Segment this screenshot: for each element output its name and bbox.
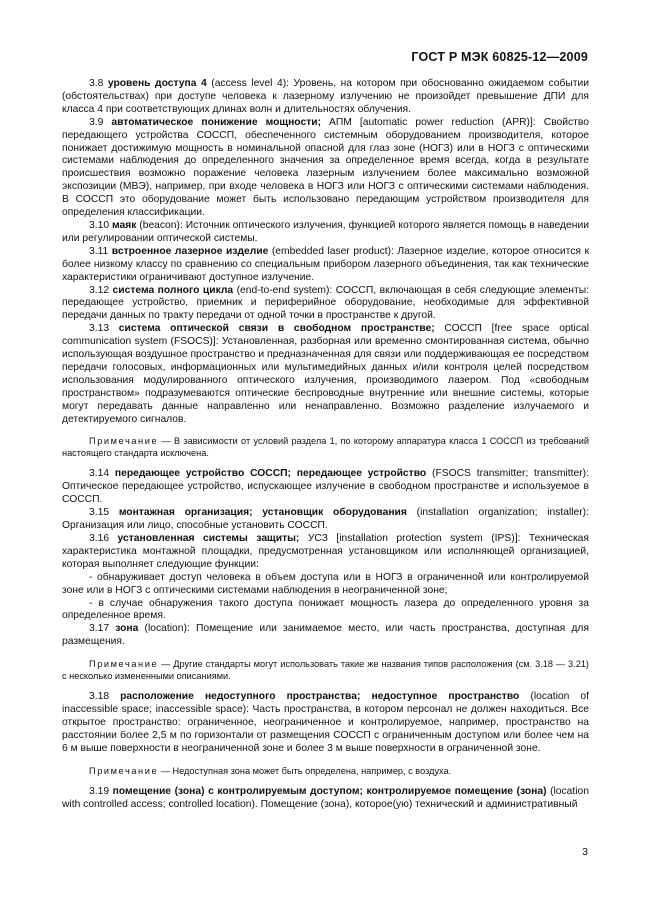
entry-3-16: 3.16 установленная системы защиты; УСЗ [installation protection system (IPS)]: Техническая характеристика монтажной площадки, предусмотренная установщиком или исполняющей организацией, которая выполняет следующие функции: (62, 533, 589, 570)
note-label: Примечание (89, 765, 159, 776)
entry-3-17: 3.17 зона (location): Помещение или занимаемое место, или часть пространства, доступная для размещения. (62, 623, 589, 648)
entry-3-10: 3.10 маяк (beacon): Источник оптического излучения, функцией которого является помощь в наведении или регулировании оптической системы. (62, 219, 589, 244)
note-3: Примечание — Недоступная зона может быть определена, например, с воздуха. (89, 765, 452, 776)
entry-3-14: 3.14 передающее устройство СОССП; передающее устройство (FSOCS transmitter; transmitter): Оптическое передающее устройство, испускающее излучение в свободном пространстве и используемое в СОССП. (62, 468, 589, 506)
term: автоматическое понижение мощности; (111, 116, 321, 128)
term: зона (115, 623, 139, 635)
term: маяк (111, 219, 137, 231)
term: система оптической связи в свободном пространстве; (118, 323, 435, 335)
note-label: Примечание (89, 436, 159, 447)
term: уровень доступа 4 (107, 78, 207, 89)
entry-3-19: 3.19 помещение (зона) с контролируемым доступом; контролируемое помещение (зона) (location with controlled access; controlled location). Помещение (зона), которое(ую) технический и административный (62, 785, 589, 810)
term: расположение недоступного пространства; недоступное пространство (120, 691, 520, 703)
term: передающее устройство СОССП; передающее устройство (114, 468, 427, 480)
entry-3-8: 3.8 уровень доступа 4 (access level 4): Уровень, на котором при обоснованно ожидаемом событии (обстоятельствах) при доступе человека к лазерному излучению не произойдет превышение ДПИ для класса 4 при соответствующих длинах волн и длительностях облучения. (62, 78, 589, 115)
term: помещение (зона) с контролируемым доступом; контролируемое помещение (зона) (112, 785, 547, 797)
page-number: 3 (582, 846, 588, 858)
entry-3-13: 3.13 система оптической связи в свободном пространстве; СОССП [free space optical communication system (FSOCS)]: Установленная, разборная или временно смонтированная система, обычно использующая воздушное пространство и предназначенная для связи или поддерживающая ее посредством передачи голосовых, информационных или мультимедийных данных и/или контроля целей посредством использования модулированного оптического излучения, производимого лазером. Под «свободным пространством» подразумеваются оптические беспроводные внутренние или внешние системы, которые могут передавать данные направленно или ненаправленно. Возможно разделение излучаемого и детектируемого сигналов. (62, 323, 589, 425)
entry-3-15: 3.15 монтажная организация; установщик оборудования (installation organization; installer): Организация или лицо, способные установить СОССП. (62, 507, 589, 532)
note-2: Примечание — Другие стандарты могут использовать такие же названия типов расположения (см. 3.18 — 3.21) с несколько измененными описаниями. (62, 659, 589, 682)
list-item: - в случае обнаружения такого доступа понижает мощность лазера до определенного уровня за определенное время. (62, 597, 589, 622)
note-1: Примечание — В зависимости от условий раздела 1, по которому аппаратура класса 1 СОССП из требований настоящего стандарта исключена. (62, 436, 589, 459)
term: монтажная организация; установщик оборудования (118, 507, 407, 519)
entry-3-12: 3.12 система полного цикла (end-to-end system): СОССП, включающая в себя следующие элементы: передающее устройство, приемник и периферийное оборудование, необходимые для эффективной передачи данных по тракту передачи от одной точки в пространстве к другой. (62, 284, 589, 322)
term: встроенное лазерное изделие (111, 245, 269, 257)
term: система полного цикла (112, 284, 234, 296)
list-item: - обнаруживает доступ человека в объем доступа или в НОГЗ в ограниченной или контролируемой зоне или в НОГЗ с оптическими системами наблюдения в неограниченной зоне; (62, 571, 589, 596)
note-label: Примечание (89, 659, 159, 670)
standard-header: ГОСТ Р МЭК 60825-12—2009 (411, 50, 588, 64)
entry-3-9: 3.9 автоматическое понижение мощности; АПМ [automatic power reduction (APR)]: Свойство передающего устройства СОССП, обеспеченного системным оборудованием производителя, которое понижает достижимую мощность в номинальной опасной для глаз зоне (НОГЗ) или в НОГЗ с оптическими системами наблюдения до определенного значения за определенное время всегда, когда в результате происшествия возможно поражение человека лазерным излучением более максимально возможной экспозиции (МВЭ), например, при входе человека в НОГЗ или НОГЗ с оптическими системами наблюдения. В СОССП это оборудование может быть использовано передающим устройством производителя для определения классификации. (62, 116, 589, 219)
document-body (62, 78, 589, 812)
term: установленная системы защиты; (117, 533, 300, 544)
entry-3-18: 3.18 расположение недоступного пространства; недоступное пространство (location of inaccessible space; inaccessible space): Часть пространства, в котором персонал не должен находиться. Все открытое пространство: ограниченное, неограниченное и контролируемое, например, пространство на расстоянии более 2,5 м по горизонтали от размещения СОССП с ограниченным доступом или более чем на 6 м выше поверхности в неограниченной зоне и более 3 м выше поверхности в ограниченной зоне. (62, 691, 589, 754)
entry-3-11: 3.11 встроенное лазерное изделие (embedded laser product): Лазерное изделие, которое относится к более низкому классу по сравнению со специальным прибором лазерного объединения, так как технические характеристики ограничивают доступное излучение. (62, 245, 589, 283)
